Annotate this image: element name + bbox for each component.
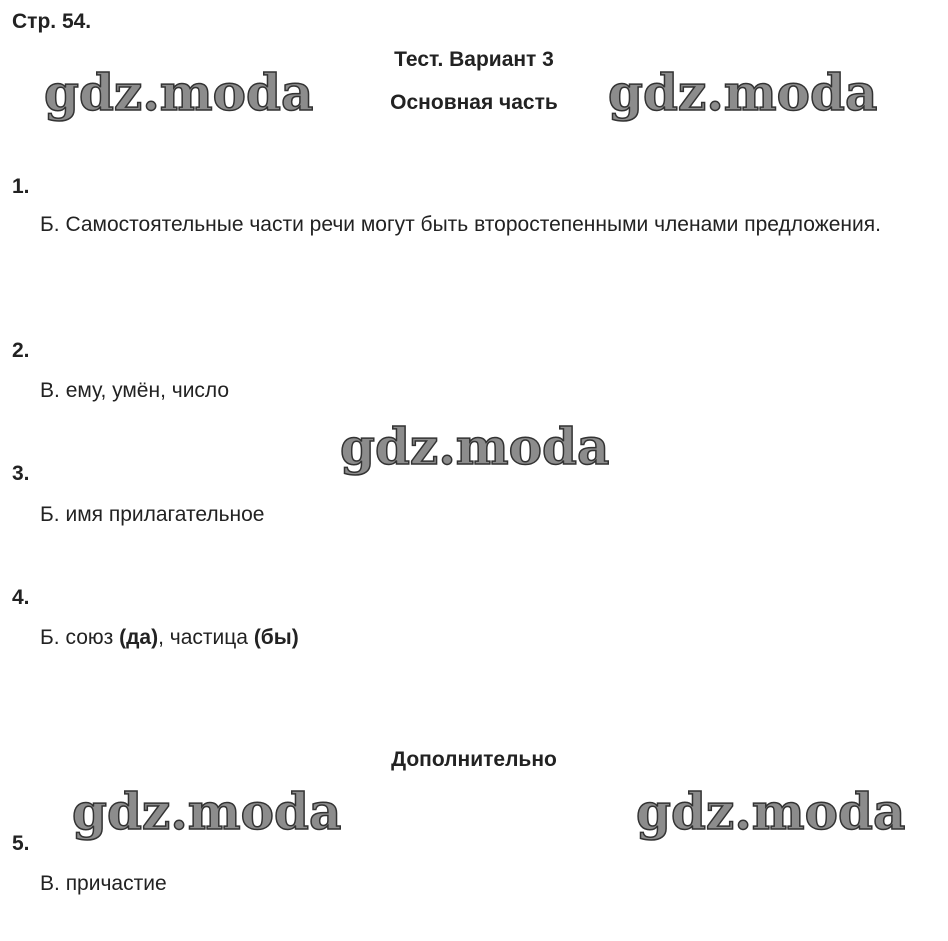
svg-text:gdz.moda: gdz.moda — [72, 787, 342, 841]
question-number-4: 4. — [12, 586, 30, 609]
question-number-1: 1. — [12, 175, 30, 198]
svg-text:gdz.moda: gdz.moda — [44, 68, 314, 122]
answer-4-text-middle: , частица — [158, 626, 248, 649]
section-title-main: Основная часть — [390, 91, 558, 114]
svg-text:gdz.moda: gdz.moda — [608, 68, 878, 122]
answer-3-text: имя прилагательное — [65, 503, 265, 526]
watermark-logo — [632, 787, 922, 849]
answer-2-letter: В. — [40, 379, 60, 402]
answer-2 — [40, 379, 229, 403]
answer-4-text-before: союз — [65, 626, 114, 649]
section-title-extra: Дополнительно — [391, 748, 557, 771]
answer-4-bold-conjunction: (да) — [119, 626, 159, 649]
answer-1 — [12, 204, 938, 246]
question-number-5: 5. — [12, 832, 30, 855]
watermark-logo — [40, 68, 330, 130]
svg-text:gdz.moda: gdz.moda — [340, 422, 610, 476]
answer-4-bold-particle: (бы) — [253, 626, 299, 649]
question-number-2: 2. — [12, 339, 30, 362]
answer-1-letter: Б. — [40, 213, 60, 236]
test-title: Тест. Вариант 3 — [394, 48, 554, 71]
answer-1-text: Самостоятельные части речи могут быть второстепенными членами предложения. — [65, 213, 881, 236]
answer-3-letter: Б. — [40, 503, 60, 526]
answer-2-text: ему, умён, число — [65, 379, 230, 402]
svg-text:gdz.moda: gdz.moda — [636, 787, 906, 841]
answer-4 — [40, 626, 299, 650]
question-number-3: 3. — [12, 462, 30, 485]
watermark-logo — [336, 422, 626, 484]
answer-5 — [40, 872, 167, 896]
answer-3 — [40, 503, 265, 527]
answer-5-text: причастие — [65, 872, 167, 895]
watermark-logo — [604, 68, 894, 130]
watermark-logo — [68, 787, 358, 849]
page-reference: Стр. 54. — [12, 10, 92, 33]
answer-5-letter: В. — [40, 872, 60, 895]
answer-4-letter: Б. — [40, 626, 60, 649]
